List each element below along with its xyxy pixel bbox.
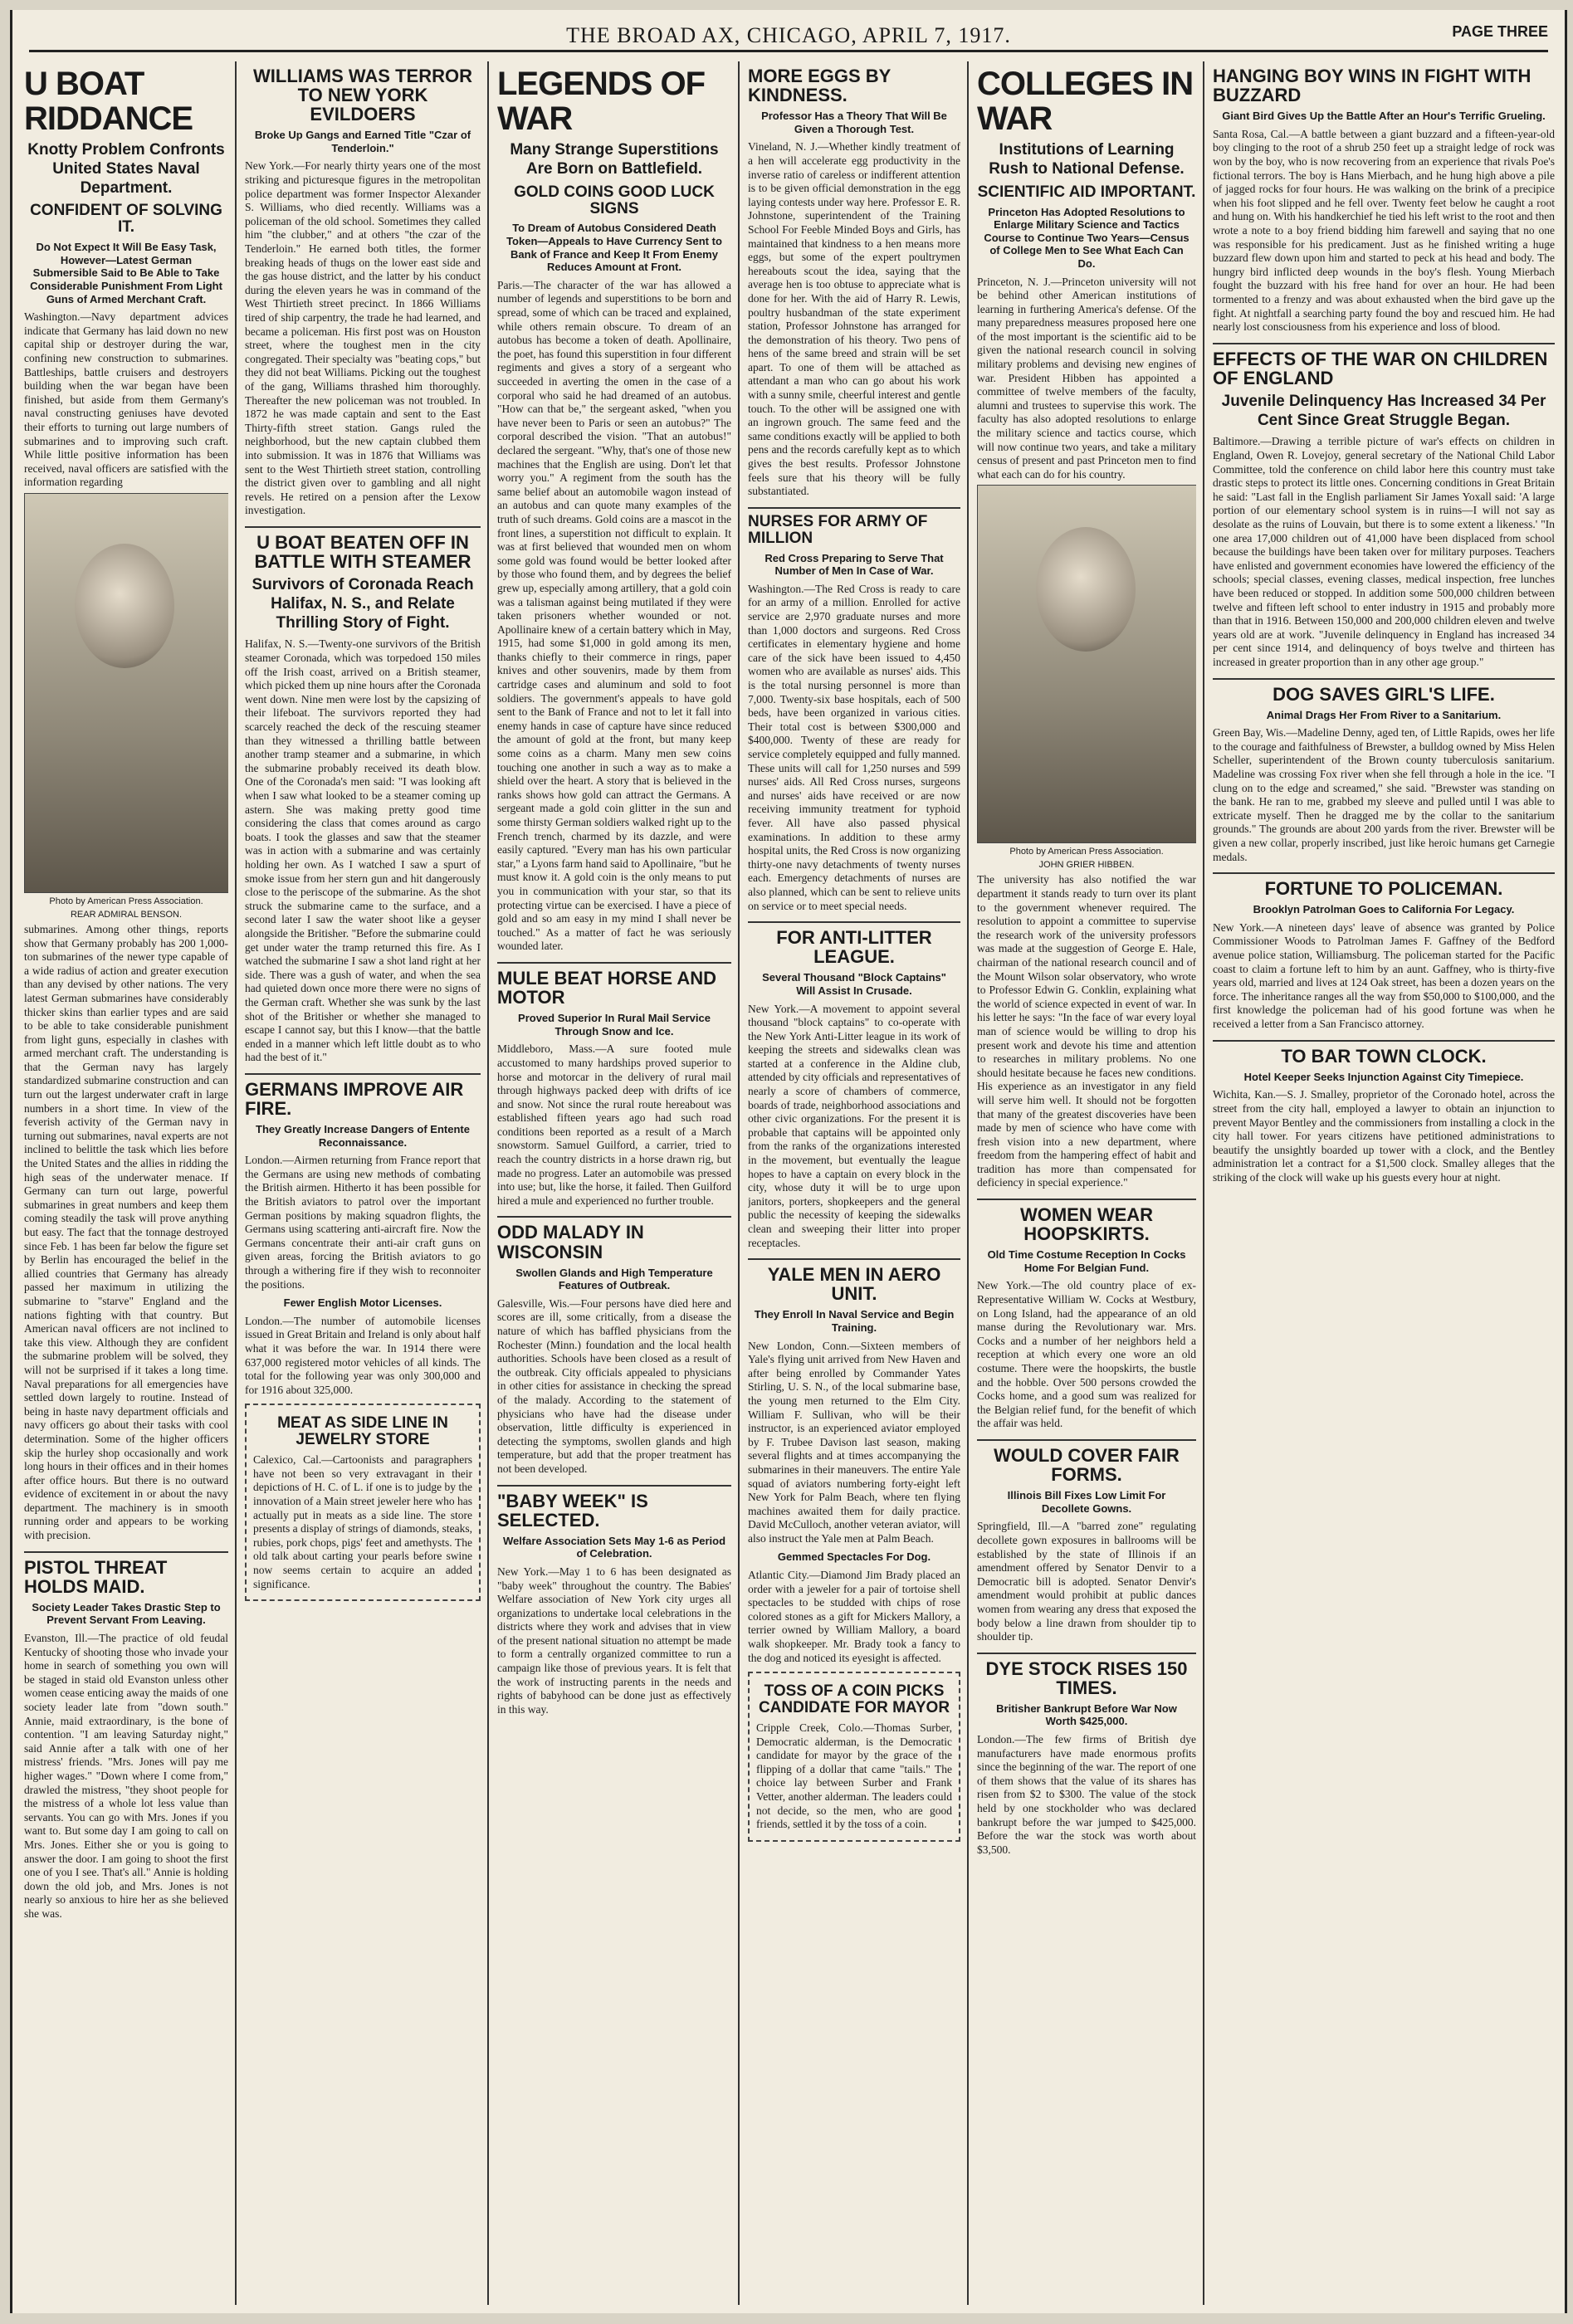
article-body: Santa Rosa, Cal.—A battle between a giant buzzard and a fifteen-year-old boy clinging to the root of a shrub 250 feet up a straight ledge of rock was won by the boy, who is now recovering from an experience that rivals Poe's fictional terrors. The boy is Hans Mierbach, and he hung high above a pile of jagged rocks for four hours. He was walking on the brink of a precipice when his foot slipped and he fell over. Twenty feet below he caught a root and hung on. With his handkerchief he tied his left wrist to the root and then wrote a note to a boy friend bidding him farewell and saying that no one was responsible for his predicament. Just as he finished writing a huge buzzard flew down upon him and started to peck at his head and body. The hungry bird inflicted deep wounds in the boy's flesh. Young Mierbach fought the buzzard with his free hand for over an hour. He had been tormented to a frenzy and was about exhausted when the bird gave up the fight. At nightfall a searching party found the boy and rescued him. He had nearly lost consciousness from his experience and loss of blood.	[1213, 127, 1555, 334]
column-3	[497, 61, 731, 2305]
column-5	[977, 61, 1196, 2305]
section-divider	[245, 1073, 481, 1075]
section-divider	[497, 1485, 731, 1487]
article-headline: YALE MEN IN AERO UNIT.	[767, 1264, 941, 1305]
section-divider	[748, 1258, 960, 1260]
article-headline: DYE STOCK RISES 150 TIMES.	[985, 1658, 1188, 1698]
article-body: Halifax, N. S.—Twenty-one survivors of the British steamer Coronada, which was torpedoed 150 miles off the Irish coast, arrived on a British steamer, which picked them up nine hours after the Coronada went down. Nine men were lost by the capsizing of their lifeboat. The survivors reported they had scarcely reached the deck of the rescuing steamer than they witnessed a thrilling battle between another tramp steamer and a submarine, in which the submarine probably received its death blow. One of the Coronada's men said: "I was looking aft when I saw what looked to be a steamer coming up astern. She was making pretty good time considering the class that comes around as cargo boats. I took the glasses and saw that the steamer was in action with a submarine and was certainly holding her own. As I watched I saw a spurt of smoke issue from her stern gun and hit dangerously close to the periscope of the submarine. As the shot struck the submarine came to the surface, and a second later I saw the water shoot like a geyser alongside the Britisher. "Before the submarine could get under water the tramp returned this fire. As I watched the submarine I saw a shot land right at her side. There was a gush of water, and when the sea had quieted down once more there were no signs of the German craft. Whether she was sunk by the last shot of the Britisher or whether she managed to escape I cannot say, but this I know—that the battle ended in a manner which left little doubt as to who had the best of it."	[245, 637, 481, 1064]
article-headline: NURSES FOR ARMY OF MILLION	[748, 512, 928, 547]
column-2	[245, 61, 481, 2305]
article-headline: EFFECTS OF THE WAR ON CHILDREN OF ENGLAND	[1213, 348, 1548, 388]
article-body: New York.—The old country place of ex-Representative William W. Cocks at Westbury, on Long Island, had the appearance of an old manse during the Revolutionary war. Mrs. Cocks and a number of her neighbors held a reception at which every one wore an old costume. There were the hoopskirts, the bustle and the hobble. Over 500 persons crowded the Cocks home, and a good sum was realized for the Belgian relief fund, for the benefit of which the affair was held.	[977, 1279, 1196, 1430]
article-body: Galesville, Wis.—Four persons have died here and scores are ill, some critically, from a disease the nature of which has baffled physicians from the Rochester (Minn.) foundation and the local health authorities. Schools have been closed as a result of the outbreak. City officials appealed to physicians in other cities for assistance in checking the spread of the malady. According to the statement of physicians who have had the disease under observation, little difficulty is experienced in detecting the symptoms, swollen glands and high temperature, but add that the proper treatment has not been developed.	[497, 1296, 731, 1475]
portrait-face	[1036, 527, 1136, 652]
article-headline: WILLIAMS WAS TERROR TO NEW YORK EVILDOERS	[253, 66, 472, 125]
portrait-photo	[24, 493, 228, 893]
article-body: Washington.—Navy department advices indicate that Germany has laid down no new capital ship or destroyer during the war, confining new construction to submarines. Battleships, battle cruisers and destroyers building when the war began have been finished, but aside from them Germany's naval constructing geniuses have devoted their efforts to turning out large numbers of submarines and to improving such craft. While little positive information has been received, naval officers are satisfied with the information regarding	[24, 310, 228, 489]
column-6	[1213, 61, 1555, 2305]
section-divider	[1213, 678, 1555, 680]
section-divider	[245, 526, 481, 528]
photo-caption: REAR ADMIRAL BENSON.	[70, 909, 183, 920]
article-body: Paris.—The character of the war has allowed a number of legends and superstitions to be born and spread, some of which can be traced and explained, while others remain obscure. To dream of an autobus has become a token of death. Apollinaire, the poet, has found this superstition in four different regiments and gives a story of a sergeant who succeeded in averting the omen in the case of a corporal who said he had dreamed of an autobus. "How can that be," the sergeant asked, "when you have never been to Paris or seen an autobus?" The corporal described the vision. "That an autobus!" declared the sergeant. "Why, that's one of those new machines that the English are using. Don't let that worry you." A regiment from the south has the same belief about an automobile wagon instead of an autobus and can quote many examples of the truth of such dreams. Gold coins are a mascot in the front lines, a superstition not difficult to explain. It was at first believed that wounded men on whom some gold was found would be better looked after by those who found them, and by degrees the belief grew up, especially among artillery, that a gold coin was a talisman against being mutilated if they were taken prisoners whether wounded or not. Apollinaire knew of a certain battery which in May, 1915, had some $1,000 in gold among its men, thanks chiefly to their commerce in rings, paper knives and other souvenirs, made by them from cartridge cases and aluminum and sold to foot soldiers. The government's appeals to have gold sent to the Bank of France and not to let it fall into enemy hands in case of capture have since reduced the amount of gold at the front, but many keep some coins as a charm. Many men sew coins touching one another in such a way as to make a shield over the heart. A story that is believed in the ranks shows how gold can attract the Germans. A sergeant made a gold coin glitter in the sun and some thirsty German soldiers walked right up to the French trench, charmed by its dazzle, and were easily captured. "Every man has his own particular star," a Lyons farm hand said to Apollinaire, "but he must know it. A gold coin is the only means to put you in communication with your star, so that its protecting virtue can be exercised. I have a piece of gold and so am easy in my mind I shall never be touched." As a matter of fact he was seriously wounded later.	[497, 278, 731, 953]
article-body: New York.—May 1 to 6 has been designated as "baby week" throughout the country. The Babies' Welfare association of New York city urges all organizations to undertake local celebrations in the districts where they work and advises that in view of the present national situation no attempt be made to form a centrally organized committee to run a campaign like those of previous years. It is felt that the work of instructing parents in the needs and rights of babyhood can be done just as effectively in this way.	[497, 1565, 731, 1716]
article-subdeck: Do Not Expect It Will Be Easy Task, However—Latest German Submersible Said to Be Able to Take Considerable Punishment From Light Guns of Armed Merchant Craft.	[30, 241, 222, 305]
article-deck: Survivors of Coronada Reach Halifax, N. S., and Relate Thrilling Story of Fight.	[252, 576, 474, 632]
article-headline: COLLEGES IN WAR	[977, 66, 1194, 137]
article-body: Atlantic City.—Diamond Jim Brady placed an order with a jeweler for a pair of tortoise shell spectacles to be studded with chips of rose colored stones as a gift for Mickers Mallory, a terrier owned by William Mallory, a board walk shopkeeper. Mr. Brady took a fancy to the dog and noticed its eyesight is affected.	[748, 1569, 960, 1664]
article-body: London.—The few firms of British dye manufacturers have made enormous profits since the beginning of the war. The report of one of them shows that the value of its shares has risen from $2 to $300. The value of the stock held by one stockholder who was declared bankrupt before the war jumped to $425,000. Before the war the stock was worth about $3,500.	[977, 1733, 1196, 1856]
article-headline: U BOAT RIDDANCE	[24, 66, 193, 137]
column-rule	[967, 61, 969, 2305]
article-headline: HANGING BOY WINS IN FIGHT WITH BUZZARD	[1213, 66, 1531, 106]
article-deck: Swollen Glands and High Temperature Features of Outbreak.	[515, 1266, 713, 1292]
article-headline: MEAT AS SIDE LINE IN JEWELRY STORE	[277, 1414, 448, 1449]
article-deck: Several Thousand "Block Captains" Will Assist In Crusade.	[762, 971, 946, 997]
article-deck: Many Strange Superstitions Are Born on Battlefield.	[510, 141, 719, 178]
article-subdeck: To Dream of Autobus Considered Death Token—Appeals to Have Currency Sent to Bank of France and Keep It From Enemy Reduces Amount at Front.	[506, 222, 722, 274]
column-4	[748, 61, 960, 2305]
article-subdeck: Princeton Has Adopted Resolutions to Enlarge Military Science and Tactics Course to Continue Two Years—Census of College Men to See What Each Can Do.	[984, 205, 1190, 270]
section-divider	[977, 1653, 1196, 1654]
column-rule	[487, 61, 489, 2305]
article-body: Princeton, N. J.—Princeton university will not be behind other American institutions of learning in furthering America's defense. Of the many preparedness measures proposed here one of the most important is the scientific aid to be given the national research council in solving military problems and devising new engines of war. President Hibben has appointed a committee of twelve members of the faculty, alumni and trustees to supervise this work. The faculty has also adopted resolutions to enlarge the military science and tactics course, which will now continue two years, and take a military census of present and past Princeton men to find what each can do for his country.	[977, 275, 1196, 481]
article-body: New York.—A movement to appoint several thousand "block captains" to co-operate with the New York Anti-Litter league in its work of keeping the streets and sidewalks clean was started at a conference in the Aldine club, attended by city officials and representatives of nearly a score of chambers of commerce, boards of trade, neighborhood associations and other civic organizations. For the present it is probable that captains will be appointed only from the ranks of the organizations interested in the movement, but eventually the league hopes to have a captain on every block in the city, whose duty it will be to urge upon janitors, porters, shopkeepers and the general public the necessity of keeping the sidewalks clean and sweeping their litter into proper receptacles.	[748, 1002, 960, 1249]
article-headline: ODD MALADY IN WISCONSIN	[497, 1222, 644, 1262]
article-body: New York.—A nineteen days' leave of absence was granted by Police Commissioner Woods to Patrolman James F. Gaffney of the Bedford avenue police station, Williamsburg. The policeman started for the Pacific coast to claim a fortune left to him by an aunt. Gaffney, who is thirty-five years old, married and lives at 124 Oak street, has been a dozen years on the force. The inheritance ranges all the way from $50,000 to $100,000, and the first knowledge the policeman had of his good fortune was when he received a letter from a San Francisco attorney.	[1213, 920, 1555, 1031]
article-deck: Broke Up Gangs and Earned Title "Czar of Tenderloin."	[254, 129, 471, 154]
article-body: Green Bay, Wis.—Madeline Denny, aged ten, of Little Rapids, owes her life to the courage and faithfulness of Brewster, a bulldog owned by Miss Helen Scheller, superintendent of the Brown county tuberculosis sanitarium. Madeline was crossing Fox river when she fell through a hole in the ice. "I clung on to the edge and screamed," she said. "Brewster was standing on the bank. He ran to me, grabbed my sleeve and pulled until I was able to extricate myself. Then he dragged me by the collar to the sanitarium grounds." The grounds are about 200 yards from the river. Brewster will be given a new collar, properly inscribed, just like heroic humans get Carnegie medals.	[1213, 726, 1555, 863]
article-body: The university has also notified the war department it stands ready to turn over its plant to the government whenever required. The resolution to appoint a committee to supervise the research work of the university professors was made at the suggestion of George E. Hale, chairman of the national research council and of the Mount Wilson solar observatory, who wrote to Professor Edwin G. Conklin, explaining what the world of science expected in event of war. In his letter he says: "In the face of war every loyal man of science would be willing to drop his present work and devote his time and attention to researches in military problems. No one should hesitate because he faces new conditions. His experience as an investigator in any field will serve him well. It should not be forgotten that many of the greatest discoveries have been made by men of science who have come with fresh vision into a new department, where freedom from the hampering effect of habit and tradition has more than compensated for deficiency in special experience."	[977, 873, 1196, 1189]
article-headline: PISTOL THREAT HOLDS MAID.	[24, 1556, 168, 1597]
article-headline: "BABY WEEK" IS SELECTED.	[497, 1490, 648, 1531]
article-body: New London, Conn.—Sixteen members of Yale's flying unit arrived from New Haven and after being enrolled by Commander Yates Stirling, U. S. N., of the local submarine base, the young men returned to the Elm City. William F. Sullivan, who will be their instructor, is an experienced aviator employed by F. Trubee Davison last season, making several flights and at times accompanying the submarines in their maneuvers. The entire Yale squad of aviators numbering forty-eight left New York for Palm Beach, where ten flying machines awaited them for daily practice. David McCulloch, another veteran aviator, will also instruct the Yale men at Palm Beach.	[748, 1339, 960, 1545]
article-deck: Hotel Keeper Seeks Injunction Against City Timepiece.	[1243, 1070, 1524, 1083]
column-1	[24, 61, 228, 2305]
article-body: Springfield, Ill.—A "barred zone" regulating decollete gown exposures in ballrooms will be established by the state of Illinois if an amendment offered by Senator Denvir to a Democratic bill is adopted. Senator Denvir's amendment would prohibit at public dances women from wearing any dress that exposed the body below a line drawn from shoulder tip to shoulder tip.	[977, 1520, 1196, 1643]
column-rule	[235, 61, 237, 2305]
article-subhead: CONFIDENT OF SOLVING IT.	[30, 202, 222, 237]
article-headline: FORTUNE TO POLICEMAN.	[1264, 878, 1503, 900]
article-headline: MULE BEAT HORSE AND MOTOR	[497, 967, 716, 1008]
article-deck: Society Leader Takes Drastic Step to Prevent Servant From Leaving.	[32, 1600, 221, 1627]
article-deck: Old Time Costume Reception In Cocks Home For Belgian Fund.	[987, 1248, 1186, 1274]
article-headline: DOG SAVES GIRL'S LIFE.	[1273, 683, 1495, 705]
article-body: submarines. Among other things, reports show that Germany probably has 200 1,000-ton submarines of the newer type capable of a wide radius of action and greater execution than any devised by other nations. The very latest German submarines have considerably thicker skins than earlier types and are said to be able to take considerable punishment from light guns, especially in clashes with armed merchant craft. The understanding is that the German navy has largely standardized submarine construction and can turn out the largest underwater craft in large numbers in a short time. In view of the feverish activity of the German navy in turning out submarines, naval experts are not inclined to belittle the task which lies before the United States and the allies in ridding the high seas of the underwater menace. If Germany can turn out large, powerful submarines in great numbers and keep them coming steadily the task will prove anything but easy. The fact that the tonnage destroyed since Feb. 1 has been far below the figure set by Berlin has encouraged the belief in the allied countries that Germany has already passed her maximum in utilizing the submarine to "starve" England and the nations fighting with that country. But American naval officers are not inclined to take this view. Although they are confident the submarine problem will be solved, they will not be surprised if it takes a long time. Naval preparations for all emergencies have settled down largely to routine. Instead of being in haste navy department officials and navy officers go about their tasks with cool determination. Some of the higher officers skip the hurley shop occasionally and work long hours in their offices and in their homes after office hours. But there is no outward evidence of excitement in or about the navy department. The machinery is in smooth running order and appears to be working with precision.	[24, 922, 228, 1542]
newspaper-page	[10, 10, 1567, 2313]
section-divider	[1213, 1040, 1555, 1042]
article-headline: U BOAT BEATEN OFF IN BATTLE WITH STEAMER	[254, 531, 471, 572]
boxed-article	[748, 1672, 960, 1842]
article-deck: Illinois Bill Fixes Low Limit For Decollete Gowns.	[1007, 1489, 1166, 1515]
article-headline: GERMANS IMPROVE AIR FIRE.	[245, 1078, 464, 1119]
article-headline: Gemmed Spectacles For Dog.	[777, 1550, 931, 1564]
article-headline: WOULD COVER FAIR FORMS.	[994, 1444, 1180, 1486]
article-body: Cripple Creek, Colo.—Thomas Surber, Democratic alderman, is the Democratic candidate for mayor by the grace of the flipping of a dollar that came "tails." The choice lay between Surber and Frank Vetter, another alderman. The leaders could not decide, so the men, who are good friends, settled it by the toss of a coin.	[756, 1721, 952, 1831]
column-rule	[1203, 61, 1204, 2305]
article-deck: Proved Superior In Rural Mail Service Through Snow and Ice.	[518, 1012, 711, 1038]
section-divider	[748, 921, 960, 923]
article-headline: MORE EGGS BY KINDNESS.	[748, 66, 891, 106]
article-body: New York.—For nearly thirty years one of the most striking and picturesque figures in the metropolitan police department was former Inspector Alexander S. Williams, who died recently. Williams was a policeman of the old school. Sometimes they called him "the clubber," and at others "the czar of the Tenderloin." He earned both titles, the former breaking heads of thugs on the lower east side and the gas house district, and the latter by his conduct during the eleven years he was in command of the West Thirtieth street precinct. In 1866 Williams tired of ship carpentry, the trade he had learned, and became a policeman. His first post was on Houston street, where the toughest men in the city congregated. Their specialty was "beating cops," but they did not beat Williams. Picking out the toughest of the gang, Williams thrashed him thoroughly. Thereafter the new policeman was not troubled. In 1872 he was made captain and sent to the East Thirty-fifth street station. Gangs ruled the neighborhood, but the new captain clubbed them into submission. It was in 1876 that Williams was sent to the West Thirtieth street station, controlling the district given over to gambling and all night revels. He retired on a pension after the Lexow investigation.	[245, 159, 481, 517]
article-subhead: SCIENTIFIC AID IMPORTANT.	[977, 183, 1196, 201]
article-body: Calexico, Cal.—Cartoonists and paragraphers have not been so very extravagant in their depictions of H. C. of L. if one is to judge by the innovation of a Main street jeweler here who has actually put in meats as a side line. The store presents a display of strings of diamonds, steaks, rubies, pork chops, pigs' feet and amethysts. The old talk about carting your pearls before swine now seems certain to acquire an added significance.	[253, 1453, 472, 1590]
article-body: London.—The number of automobile licenses issued in Great Britain and Ireland is only about half what it was before the war. In 1914 there were 637,000 registered motor vehicles of all kinds. The total for the following year was only 300,000 and for 1916 about 325,000.	[245, 1314, 481, 1396]
article-body: Vineland, N. J.—Whether kindly treatment of a hen will accelerate egg productivity in the inverse ratio of careless or indifferent attention is to be given official demonstration in the egg laying contests under way here. Professor E. R. Johnstone, superintendent of the Training School For Feeble Minded Boys and Girls, has maintained that kindness to a hen means more eggs, but some of the expert poultrymen hereabouts scout the idea, saying that the average hen is too obtuse to appreciate what is done for her. With the aid of Harry R. Lewis, poultry husbandman of the state experiment station, Professor Johnstone has arranged for the demonstration of his theory. Two pens of hens of the same breed and strain will be set apart. To one of them will be attached as attendant a man who can go about his work with a sunny smile, cheerful interest and gentle touch. To the other will be assigned one with an ingrown grouch. The same feed and the same conditions exactly will be applied to both pens and the records carefully kept as to which gives the best results. Professor Johnstone feels sure that his theory will be fully substantiated.	[748, 140, 960, 498]
photo-credit: Photo by American Press Association.	[1009, 847, 1164, 857]
article-subhead: GOLD COINS GOOD LUCK SIGNS	[514, 183, 715, 217]
article-body: London.—Airmen returning from France report that the Germans are using new methods of combating the British airmen. Hitherto it has been possible for the British aviators to patrol over the important German positions by making squadron flights, the Germans using scattering anti-aircraft fire. Now the Germans concentrate their anti-air craft guns on given areas, forcing the British aviators to go through a withering fire if they wish to reconnoiter the positions.	[245, 1154, 481, 1291]
article-body: Wichita, Kan.—S. J. Smalley, proprietor of the Coronado hotel, across the street from the city hall, employed a lawyer to obtain an injunction to prevent Mayor Bentley and the commissioners from installing a clock in the city hall tower. For years citizens have petitioned administrations to beautify the unsightly boarded up tower with a clock, and the Bentley administration let a contract for a $1,500 clock. Smalley alleges that the striking of the clock will wake up his guests every hour at night.	[1213, 1088, 1555, 1184]
article-headline: WOMEN WEAR HOOPSKIRTS.	[1019, 1204, 1154, 1245]
masthead-title: THE BROAD AX, CHICAGO, APRIL 7, 1917.	[566, 23, 1011, 47]
article-deck: Giant Bird Gives Up the Battle After an Hour's Terrific Grueling.	[1222, 110, 1546, 123]
article-deck: Welfare Association Sets May 1-6 as Period of Celebration.	[502, 1534, 726, 1560]
photo-caption: JOHN GRIER HIBBEN.	[1038, 860, 1135, 871]
article-body: Baltimore.—Drawing a terrible picture of war's effects on children in England, Owen R. Lovejoy, general secretary of the National Child Labor Committee, told the conference on child labor here this country must take drastic steps to protect its little ones. Concerning conditions in Great Britain he said: "Last fall in the English parliament Sir James Yoxall said: 'A large portion of our elementary school system is in ruins—I will not say as desolate as the ruins of Louvain, but there is to some extent a likeness.' "In one area 17,000 children out of 41,000 have been displaced from school because the buildings have been taken over for military purposes. Teachers have enlisted and government economies have lowered the efficiency of the schools; special classes, evening classes, medical inspection, free lunches have been reduced or stopped. In addition some 500,000 children between twelve and fifteen left school to enter industry in 1915 and probably more than that in 1916. Between 150,000 and 200,000 children eleven and twelve years old are at work. "Juvenile delinquency in England has increased 34 per cent since 1914, and delinquency of boys twelve and thirteen has increased in greater proportion than in any other age group."	[1213, 435, 1555, 668]
section-divider	[977, 1439, 1196, 1441]
article-deck: Red Cross Preparing to Serve That Number of Men In Case of War.	[765, 551, 944, 578]
article-deck: Brooklyn Patrolman Goes to California For Legacy.	[1253, 903, 1515, 916]
section-divider	[497, 962, 731, 964]
article-headline: FOR ANTI-LITTER LEAGUE.	[776, 927, 932, 968]
masthead	[29, 18, 1548, 52]
article-deck: Britisher Bankrupt Before War Now Worth $425,000.	[996, 1702, 1177, 1728]
article-deck: They Greatly Increase Dangers of Entente Reconnaissance.	[256, 1123, 470, 1149]
article-deck: Juvenile Delinquency Has Increased 34 Per Cent Since Great Struggle Began.	[1221, 392, 1546, 429]
article-headline: Fewer English Motor Licenses.	[283, 1296, 442, 1310]
section-divider	[1213, 872, 1555, 874]
portrait-photo	[977, 485, 1196, 843]
column-rule	[738, 61, 740, 2305]
article-headline: TOSS OF A COIN PICKS CANDIDATE FOR MAYOR	[758, 1682, 950, 1717]
article-body: Middleboro, Mass.—A sure footed mule accustomed to many hardships proved superior to horse and motorcar in the delivery of rural mail through highways packed deep with drifts of ice and snow. Not since the rural route hereabout was established fifteen years ago had such road conditions been reported as a result of a March snowstorm. Samuel Guilford, a carrier, tried to reach the country districts in a horse drawn rig, but made no progress. Later an automobile was pressed into use; but, like the horse, it failed. Then Guilford hired a mule and experienced no further trouble.	[497, 1042, 731, 1207]
article-deck: They Enroll In Naval Service and Begin Training.	[754, 1308, 955, 1334]
article-body: Washington.—The Red Cross is ready to care for an army of a million. Enrolled for active service are 2,970 graduate nurses and more than 1,000 doctors and surgeons. Red Cross certificates in elementary hygiene and home care of the sick have been issued to 4,450 women who are available as nurses' aids. This is the total nursing personnel is more than 7,000. Twenty-six base hospitals, each of 500 beds, have been organized in various cities. Their total cost is between $300,000 and $400,000. Twenty of these are ready for service completely equipped and fully manned. These units will call for 1,250 nurses and 599 nurses' aids. All Red Cross nurses, surgeons and nurses' aids have received or are now receiving immunity treatment for typhoid fever. All have also passed physical examinations. In addition to these army hospital units, the Red Cross is now organizing thirty-one navy detachments of twenty nurses each. Emergency detachments of nurses are also planned, which can be sent to relieve units on service or to meet special needs.	[748, 582, 960, 912]
photo-credit: Photo by American Press Association.	[49, 896, 203, 906]
portrait-face	[75, 544, 174, 668]
article-headline: TO BAR TOWN CLOCK.	[1281, 1045, 1487, 1067]
article-deck: Professor Has a Theory That Will Be Given a Thorough Test.	[761, 110, 947, 135]
article-body: Evanston, Ill.—The practice of old feudal Kentucky of shooting those who invade your home in search of something you own will be staged in staid old Evanston unless other women cease enticing away the maids of one society leader late from "down south." Annie, maid extraordinary, is the bone of contention. "I am leaving Saturday night," said Annie after a talk with one of her mistress' friends. "Mrs. Jones will pay me higher wages." "Down where I come from," drawled the mistress, "they shoot people for the mistress of a whole lot less value than servants. You can go with Mrs. Jones if you want to. But some day I am going to call on Mrs. Jones. Either she or you is going to answer the door. I am going to shoot the first one of you I see. That's all." Annie is holding down the old job, and Mrs. Jones is not nearly so anxious to hire her as she believed she was.	[24, 1632, 228, 1920]
section-divider	[748, 507, 960, 509]
section-divider	[497, 1216, 731, 1218]
section-divider	[977, 1199, 1196, 1200]
boxed-article	[245, 1404, 481, 1601]
article-headline: LEGENDS OF WAR	[497, 66, 706, 137]
article-deck: Institutions of Learning Rush to National Defense.	[989, 141, 1185, 178]
section-divider	[24, 1551, 228, 1553]
page-number: PAGE THREE	[1452, 23, 1548, 40]
section-divider	[1213, 343, 1555, 344]
article-deck: Knotty Problem Confronts United States Naval Department.	[27, 141, 225, 197]
article-deck: Animal Drags Her From River to a Sanitarium.	[1266, 708, 1502, 721]
